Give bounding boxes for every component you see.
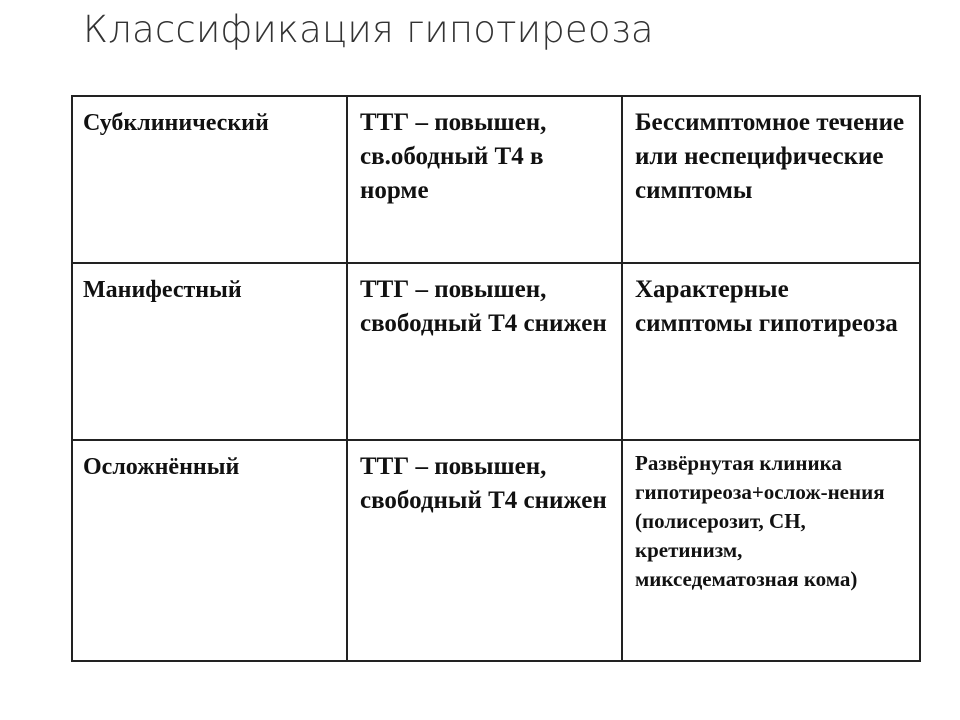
lab-findings: ТТГ – повышен, свободный Т4 снижен xyxy=(360,276,607,337)
clinical-picture: Характерные симптомы гипотиреоза xyxy=(635,276,898,337)
lab-cell xyxy=(347,440,622,661)
lab-cell xyxy=(347,263,622,440)
clinic-cell xyxy=(622,263,920,440)
table-row xyxy=(72,440,920,661)
lab-findings: ТТГ – повышен, свободный Т4 снижен xyxy=(360,453,607,514)
table-row xyxy=(72,263,920,440)
clinic-cell xyxy=(622,440,920,661)
clinical-picture: Развёрнутая клиника гипотиреоза+ослож-нения (полисерозит, СН, кретинизм, микседематозная кома) xyxy=(635,451,885,591)
type-name: Манифестный xyxy=(83,277,242,303)
page-title: Классификация гипотиреоза xyxy=(83,8,654,51)
clinical-picture: Бессимптомное течение или неспецифические симптомы xyxy=(635,109,905,204)
classification-table xyxy=(71,95,921,662)
type-cell xyxy=(72,96,347,263)
clinic-cell xyxy=(622,96,920,263)
type-cell xyxy=(72,263,347,440)
type-name: Осложнённый xyxy=(83,454,240,480)
type-cell xyxy=(72,440,347,661)
lab-cell xyxy=(347,96,622,263)
lab-findings: ТТГ – повышен, св.ободный Т4 в норме xyxy=(360,109,547,204)
table-row xyxy=(72,96,920,263)
type-name: Субклинический xyxy=(83,110,269,136)
